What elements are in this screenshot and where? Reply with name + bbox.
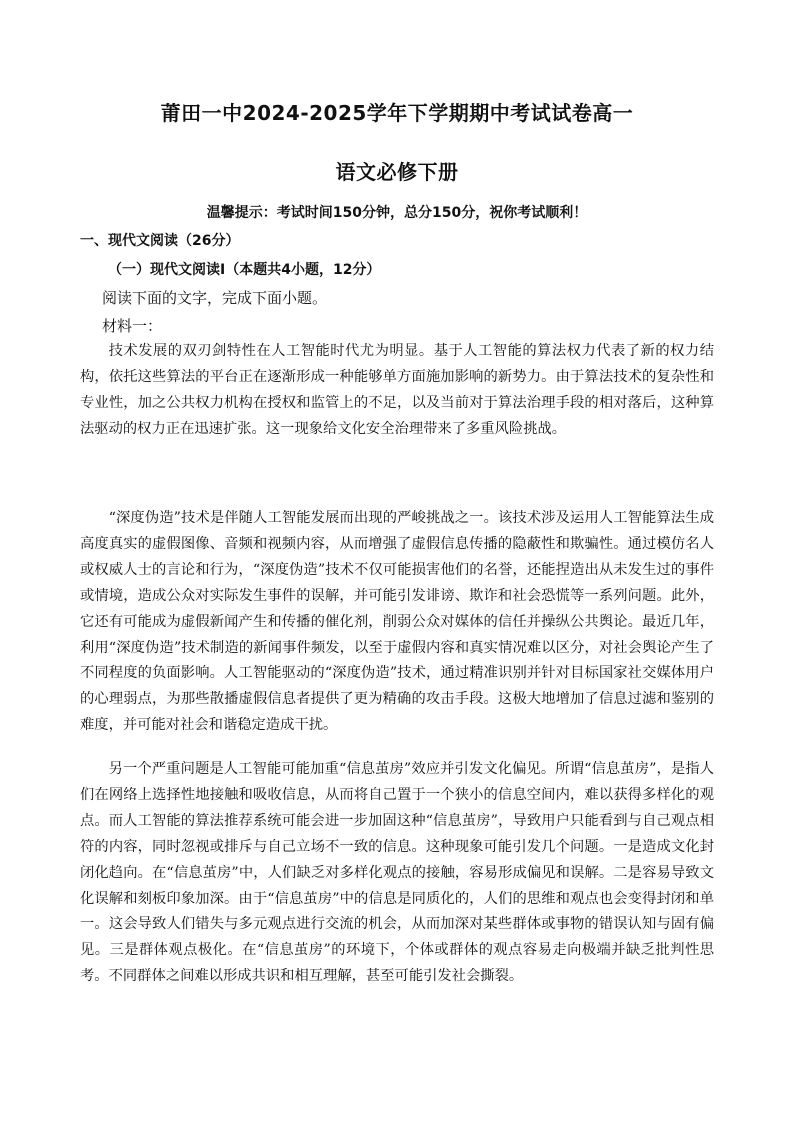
exam-subtitle: 语文必修下册 bbox=[335, 160, 459, 184]
material-label: 材料一： bbox=[102, 317, 163, 335]
exam-reminder: 温馨提示：考试时间150分钟，总分150分，祝你考试顺利！ bbox=[206, 205, 588, 221]
exam-title: 莆田一中2024-2025学年下学期期中考试试卷高一 bbox=[160, 101, 634, 125]
reading-instruction: 阅读下面的文字，完成下面小题。 bbox=[102, 289, 328, 307]
passage-paragraph-3: 另一个严重问题是人工智能可能加重“信息茧房”效应并引发文化偏见。所谓“信息茧房”，是指人们在网络上选择性地接触和吸收信息，从而将自己置于一个狭小的信息空间内，难以获得多样化的观点。而人工智能的算法推荐系统可能会进一步加固这种“信息茧房”，导致用户只能看到与自己观点相符的内容，同时忽视或排斥与自己立场不一致的信息。这种现象可能引发几个问题。一是造成文化封闭化趋向。在“信息茧房”中，人们缺乏对多样化观点的接触，容易形成偏见和误解。二是容易导致文化误解和刻板印象加深。由于“信息茧房”中的信息是同质化的，人们的思维和观点也会变得封闭和单一。这会导致人们错失与多元观点进行交流的机会，从而加深对某些群体或事物的错误认知与固有偏见。三是群体观点极化。在“信息茧房”的环境下，个体或群体的观点容易走向极端并缺乏批判性思考。不同群体之间难以形成共识和相互理解，甚至可能引发社会撕裂。 bbox=[80, 761, 714, 985]
passage-paragraph-1: 技术发展的双刃剑特性在人工智能时代尤为明显。基于人工智能的算法权力代表了新的权力结构，依托这些算法的平台正在逐渐形成一种能够单方面施加影响的新势力。由于算法技术的复杂性和专业性，加之公共权力机构在授权和监管上的不足，以及当前对于算法治理手段的相对落后，这种算法驱动的权力正在迅速扩张。这一现象给文化安全治理带来了多重风险挑战。 bbox=[80, 343, 714, 437]
section-heading: 一、现代文阅读（26分） bbox=[80, 233, 240, 249]
subsection-heading: （一）现代文阅读Ⅰ（本题共4小题，12分） bbox=[108, 262, 381, 278]
passage-paragraph-2: “深度伪造”技术是伴随人工智能发展而出现的严峻挑战之一。该技术涉及运用人工智能算法生成高度真实的虚假图像、音频和视频内容，从而增强了虚假信息传播的隐蔽性和欺骗性。通过模仿名人或权威人士的言论和行为，“深度伪造”技术不仅可能损害他们的名誉，还能捏造出从未发生过的事件或情境，造成公众对实际发生事件的误解，并可能引发诽谤、欺诈和社会恐慌等一系列问题。此外，它还有可能成为虚假新闻产生和传播的催化剂，削弱公众对媒体的信任并操纵公共舆论。最近几年，利用“深度伪造”技术制造的新闻事件频发，以至于虚假内容和真实情况难以区分，对社会舆论产生了不同程度的负面影响。人工智能驱动的“深度伪造”技术，通过精准识别并针对目标国家社交媒体用户的心理弱点，为那些散播虚假信息者提供了更为精确的攻击手段。这极大地增加了信息过滤和鉴别的难度，并可能对社会和谐稳定造成干扰。 bbox=[80, 510, 714, 734]
